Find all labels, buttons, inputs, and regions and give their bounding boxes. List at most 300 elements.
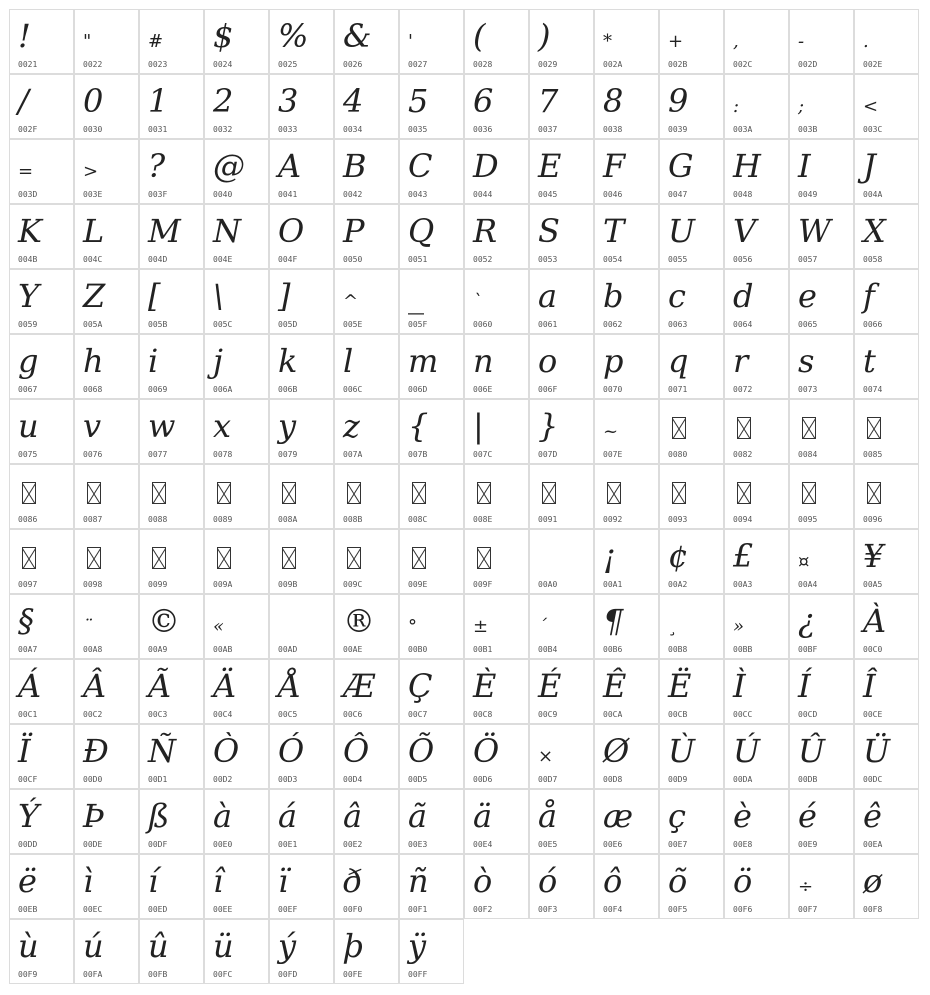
glyph-code: 00A5 [863,580,883,589]
glyph-char: t [863,342,876,380]
glyph-char: > [83,161,99,182]
glyph-char: " [83,31,92,52]
glyph-code: 00C8 [473,710,493,719]
glyph-code: 0033 [278,125,298,134]
glyph-code: 002E [863,60,883,69]
glyph-char: ö [733,862,753,900]
glyph-code: 00EE [213,905,233,914]
glyph-cell [269,399,334,464]
glyph-cell [204,204,269,269]
glyph-cell [854,724,919,789]
glyph-code: 008A [278,515,298,524]
glyph-code: 00AD [278,645,298,654]
glyph-code: 009C [343,580,363,589]
glyph-char: © [148,602,180,640]
glyph-char: p [603,342,624,380]
glyph-cell [529,789,594,854]
glyph-code: 0063 [668,320,688,329]
glyph-cell [659,659,724,724]
glyph-code: 00CA [603,710,623,719]
glyph-code: 0052 [473,255,493,264]
glyph-char: l [343,342,354,380]
glyph-cell [204,594,269,659]
glyph-code: 00D6 [473,775,493,784]
glyph-cell [529,204,594,269]
glyph-cell [854,464,919,529]
glyph-code: 00EA [863,840,883,849]
glyph-code: 005F [408,320,428,329]
glyph-code: 0077 [148,450,168,459]
glyph-code: 00C3 [148,710,168,719]
glyph-char: : [733,96,740,117]
glyph-char: ú [83,927,104,965]
glyph-char: a [538,277,558,315]
glyph-cell [269,74,334,139]
glyph-code: 0080 [668,450,688,459]
glyph-code: 005A [83,320,103,329]
glyph-code: 0092 [603,515,623,524]
glyph-code: 00A2 [668,580,688,589]
glyph-code: 0049 [798,190,818,199]
glyph-code: 00BF [798,645,818,654]
glyph-cell [334,919,399,984]
glyph-cell [9,659,74,724]
glyph-code: 00A1 [603,580,623,589]
glyph-cell [594,529,659,594]
glyph-code: 00AB [213,645,233,654]
glyph-cell [854,789,919,854]
glyph-code: 004F [278,255,298,264]
glyph-cell [724,594,789,659]
glyph-char: 2 [213,82,234,120]
glyph-cell [659,724,724,789]
glyph-cell [139,919,204,984]
glyph-cell [139,789,204,854]
glyph-cell [529,854,594,919]
glyph-char: 6 [473,82,494,120]
glyph-char: õ [668,862,688,900]
glyph-cell [464,334,529,399]
glyph-cell [204,919,269,984]
glyph-char: ? [148,147,166,185]
glyph-char: c [668,277,686,315]
glyph-cell [399,529,464,594]
missing-glyph-icon [672,417,686,439]
glyph-cell [724,9,789,74]
glyph-code: 0064 [733,320,753,329]
glyph-code: 00FA [83,970,103,979]
glyph-char: Ò [213,732,240,770]
glyph-cell [399,854,464,919]
glyph-cell [204,529,269,594]
glyph-code: 004D [148,255,168,264]
glyph-code: 00EF [278,905,298,914]
glyph-char: G [668,147,694,185]
glyph-code: 00AE [343,645,363,654]
missing-glyph-icon [347,547,361,569]
glyph-code: 00F6 [733,905,753,914]
glyph-char: Ô [343,732,370,770]
glyph-cell [594,854,659,919]
glyph-cell [594,789,659,854]
glyph-char: ¸ [668,616,677,637]
glyph-code: 00F1 [408,905,428,914]
glyph-cell [399,139,464,204]
glyph-cell [74,854,139,919]
glyph-char: ô [603,862,623,900]
glyph-cell [724,334,789,399]
glyph-char: Æ [343,667,376,705]
glyph-code: 003B [798,125,818,134]
glyph-char: e [798,277,817,315]
glyph-cell [789,529,854,594]
glyph-char: H [733,147,761,185]
missing-glyph-icon [87,482,101,504]
glyph-char: ] [278,277,291,315]
glyph-code: 00F3 [538,905,558,914]
glyph-char: Ñ [148,732,176,770]
glyph-code: 00C2 [83,710,103,719]
glyph-char: Í [798,667,811,705]
glyph-char: ë [18,862,37,900]
glyph-cell [789,269,854,334]
glyph-code: 0031 [148,125,168,134]
glyph-code: 0097 [18,580,38,589]
glyph-char: O [278,212,305,250]
missing-glyph-icon [802,417,816,439]
glyph-cell [334,399,399,464]
glyph-char: 1 [148,82,169,120]
glyph-cell [854,854,919,919]
glyph-code: 009A [213,580,233,589]
glyph-cell [724,74,789,139]
glyph-code: 004E [213,255,233,264]
glyph-cell [204,464,269,529]
glyph-char: ¨ [83,616,92,637]
glyph-cell [399,659,464,724]
glyph-char: ¤ [798,551,810,572]
glyph-cell [464,789,529,854]
glyph-code: 0082 [733,450,753,459]
glyph-char: þ [343,927,364,965]
glyph-cell [724,269,789,334]
glyph-code: 006A [213,385,233,394]
glyph-cell [399,74,464,139]
glyph-code: 0057 [798,255,818,264]
glyph-cell [269,724,334,789]
glyph-char: ø [863,862,883,900]
glyph-char: ã [408,797,428,835]
glyph-char: ò [473,862,493,900]
glyph-code: 008B [343,515,363,524]
glyph-code: 0065 [798,320,818,329]
glyph-cell [9,334,74,399]
glyph-cell [9,919,74,984]
glyph-code: 0086 [18,515,38,524]
glyph-char: ù [18,927,39,965]
glyph-cell [139,529,204,594]
glyph-char: q [668,342,689,380]
glyph-cell [399,399,464,464]
glyph-cell [74,659,139,724]
glyph-char: ê [863,797,882,835]
glyph-char: M [148,212,181,250]
glyph-cell [854,204,919,269]
glyph-grid [9,9,920,984]
glyph-char: ® [343,602,375,640]
glyph-char: K [18,212,42,250]
glyph-code: 0056 [733,255,753,264]
glyph-char: Q [408,212,435,250]
glyph-char: 0 [83,82,104,120]
glyph-cell [204,334,269,399]
missing-glyph-icon [152,547,166,569]
glyph-cell [399,269,464,334]
glyph-code: 00D2 [213,775,233,784]
glyph-code: 0029 [538,60,558,69]
glyph-char: û [148,927,169,965]
glyph-cell [594,399,659,464]
missing-glyph-icon [412,547,426,569]
missing-glyph-icon [217,547,231,569]
glyph-cell [74,594,139,659]
glyph-cell [204,269,269,334]
glyph-code: 0032 [213,125,233,134]
glyph-code: 00C5 [278,710,298,719]
glyph-code: 003C [863,125,883,134]
glyph-char: - [798,31,805,52]
glyph-code: 00A0 [538,580,558,589]
glyph-code: 0078 [213,450,233,459]
glyph-char: Û [798,732,825,770]
glyph-cell [724,399,789,464]
glyph-cell [334,269,399,334]
glyph-cell [594,139,659,204]
glyph-char: é [798,797,817,835]
glyph-char: 9 [668,82,689,120]
glyph-code: 00F5 [668,905,688,914]
glyph-cell [594,724,659,789]
glyph-char: z [343,407,360,445]
glyph-char: ¥ [863,537,884,575]
glyph-code: 00B4 [538,645,558,654]
glyph-code: 00E1 [278,840,298,849]
glyph-char: 8 [603,82,624,120]
glyph-char: | [473,407,484,445]
glyph-cell [854,594,919,659]
glyph-char: Ä [213,667,237,705]
glyph-char: ¢ [668,537,689,575]
glyph-cell [9,9,74,74]
glyph-code: 0043 [408,190,428,199]
glyph-cell [399,724,464,789]
glyph-cell [139,594,204,659]
glyph-cell [74,789,139,854]
glyph-char: 7 [538,82,559,120]
glyph-char: £ [733,537,754,575]
glyph-code: 00A8 [83,645,103,654]
glyph-code: 0096 [863,515,883,524]
glyph-cell [9,74,74,139]
glyph-cell [529,9,594,74]
glyph-cell [854,334,919,399]
glyph-cell [399,594,464,659]
glyph-cell [74,919,139,984]
glyph-cell [464,659,529,724]
glyph-code: 005D [278,320,298,329]
glyph-code: 0028 [473,60,493,69]
glyph-code: 0066 [863,320,883,329]
glyph-code: 00E8 [733,840,753,849]
glyph-cell [854,139,919,204]
glyph-code: 0024 [213,60,233,69]
glyph-cell [334,724,399,789]
glyph-char: ! [18,17,31,55]
glyph-char: C [408,147,433,185]
glyph-code: 0054 [603,255,623,264]
glyph-char: ï [278,862,289,900]
glyph-char: ý [278,927,297,965]
glyph-cell [659,9,724,74]
missing-glyph-icon [87,547,101,569]
glyph-char: D [473,147,499,185]
glyph-cell [789,399,854,464]
glyph-char: ¿ [798,602,816,640]
glyph-cell [334,74,399,139]
glyph-cell [594,464,659,529]
glyph-code: 002C [733,60,753,69]
glyph-cell [269,659,334,724]
glyph-code: 00D4 [343,775,363,784]
glyph-cell [9,594,74,659]
glyph-char: m [408,342,439,380]
glyph-code: 00A7 [18,645,38,654]
glyph-char: Ï [18,732,31,770]
glyph-code: 00B1 [473,645,493,654]
glyph-cell [659,139,724,204]
glyph-code: 00D8 [603,775,623,784]
glyph-code: 0058 [863,255,883,264]
glyph-cell [659,854,724,919]
glyph-code: 0044 [473,190,493,199]
glyph-code: 00D1 [148,775,168,784]
glyph-char: I [798,147,811,185]
glyph-char: Ý [18,797,40,835]
glyph-cell [139,724,204,789]
glyph-code: 00D9 [668,775,688,784]
glyph-cell [594,269,659,334]
missing-glyph-icon [477,482,491,504]
glyph-cell [204,399,269,464]
missing-glyph-icon [22,547,36,569]
glyph-char: d [733,277,754,315]
glyph-code: 0048 [733,190,753,199]
glyph-cell [724,204,789,269]
glyph-cell [724,464,789,529]
glyph-code: 002A [603,60,623,69]
missing-glyph-icon [802,482,816,504]
glyph-cell [854,74,919,139]
glyph-cell [269,594,334,659]
glyph-cell [269,854,334,919]
glyph-char: { [408,407,429,445]
glyph-cell [464,464,529,529]
missing-glyph-icon [152,482,166,504]
glyph-code: 00E7 [668,840,688,849]
glyph-cell [74,529,139,594]
glyph-char: S [538,212,560,250]
glyph-char: ¡ [603,537,616,575]
glyph-code: 0084 [798,450,818,459]
glyph-code: 0068 [83,385,103,394]
glyph-code: 0051 [408,255,428,264]
glyph-cell [464,269,529,334]
glyph-cell [724,139,789,204]
glyph-code: 004B [18,255,38,264]
glyph-char: Y [18,277,40,315]
glyph-code: 0071 [668,385,688,394]
glyph-code: 0062 [603,320,623,329]
glyph-code: 0026 [343,60,363,69]
glyph-code: 0030 [83,125,103,134]
glyph-cell [464,724,529,789]
glyph-code: 0059 [18,320,38,329]
glyph-cell [854,659,919,724]
glyph-cell [139,9,204,74]
glyph-code: 00C0 [863,645,883,654]
glyph-code: 009B [278,580,298,589]
glyph-code: 0061 [538,320,558,329]
glyph-cell [334,139,399,204]
glyph-char: u [18,407,39,445]
glyph-cell [139,139,204,204]
glyph-char: Å [278,667,302,705]
glyph-code: 00ED [148,905,168,914]
glyph-code: 00CC [733,710,753,719]
glyph-code: 0073 [798,385,818,394]
glyph-cell [269,139,334,204]
glyph-cell [724,789,789,854]
glyph-code: 007C [473,450,493,459]
glyph-code: 0027 [408,60,428,69]
glyph-code: 00E4 [473,840,493,849]
glyph-code: 0072 [733,385,753,394]
glyph-char: W [798,212,831,250]
glyph-char: v [83,407,102,445]
glyph-cell [334,789,399,854]
glyph-code: 0035 [408,125,428,134]
glyph-cell [139,334,204,399]
glyph-char: ( [473,17,486,55]
glyph-cell [529,724,594,789]
glyph-cell [74,334,139,399]
glyph-char: Ü [863,732,890,770]
missing-glyph-icon [477,547,491,569]
glyph-cell [9,854,74,919]
glyph-cell [724,659,789,724]
glyph-char: ± [473,616,489,637]
glyph-code: 006D [408,385,428,394]
glyph-char: È [473,667,497,705]
glyph-cell [204,854,269,919]
glyph-cell [659,74,724,139]
glyph-char: b [603,277,624,315]
glyph-char: ^ [343,291,359,312]
glyph-code: 0087 [83,515,103,524]
glyph-cell [594,334,659,399]
glyph-code: 00DA [733,775,753,784]
missing-glyph-icon [737,482,751,504]
